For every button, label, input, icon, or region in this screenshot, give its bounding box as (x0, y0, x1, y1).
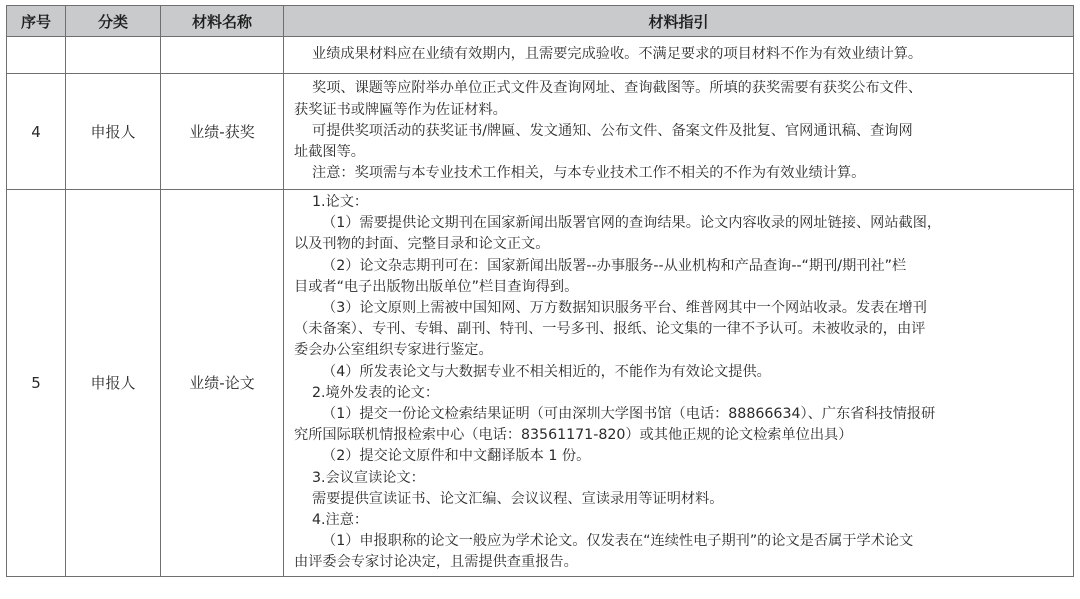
guide-line: 4.注意： (312, 512, 369, 529)
guide-line: 注意：奖项需与本专业技术工作相关，与本专业技术工作不相关的不作为有效业绩计算。 (312, 165, 866, 182)
cell-guide (284, 74, 1074, 190)
cell-guide (284, 37, 1074, 74)
cell-name: 业绩-获奖 (161, 74, 284, 190)
header-name: 材料名称 (161, 6, 284, 37)
guide-line: （2）提交论文原件和中文翻译版本 1 份。 (322, 448, 591, 465)
cell-name (161, 37, 284, 74)
guide-line: （1）需要提供论文期刊在国家新闻出版署官网的查询结果。论文内容收录的网址链接、网站截图， (322, 215, 942, 232)
guide-line: （3）论文原则上需被中国知网、万方数据知识服务平台、维普网其中一个网站收录。发表在增刊 (322, 300, 927, 317)
guide-line: （未备案）、专刊、专辑、副刊、特刊、一号多刊、报纸、论文集的一律不予认可。未被收录的，由评 (294, 321, 926, 338)
cell-guide (284, 190, 1074, 577)
table-row (7, 37, 1074, 74)
cell-category: 申报人 (66, 190, 161, 577)
guide-line: 需要提供宣读证书、论文汇编、会议议程、宣读录用等证明材料。 (312, 490, 724, 507)
header-category: 分类 (66, 6, 161, 37)
guide-line: 以及刊物的封面、完整目录和论文正文。 (294, 236, 550, 253)
header-no: 序号 (7, 6, 66, 37)
cell-category (66, 37, 161, 74)
guide-line: 址截图等。 (294, 144, 365, 161)
guide-line: （2）论文杂志期刊可在：国家新闻出版署--办事服务--从业机构和产品查询--“期刊/期刊社”栏 (322, 257, 907, 274)
guide-line: （4）所发表论文与大数据专业不相关相近的，不能作为有效论文提供。 (322, 363, 771, 380)
table-row (7, 74, 1074, 190)
cell-name: 业绩-论文 (161, 190, 284, 577)
guide-line: 目或者“电子出版物出版单位”栏目查询得到。 (294, 278, 579, 295)
guide-line: 1.论文： (312, 194, 369, 210)
cell-no: 4 (7, 74, 66, 190)
guide-line: 委会办公室组织专家进行鉴定。 (294, 342, 493, 359)
materials-table (6, 5, 1074, 577)
header-row (7, 6, 1074, 37)
guide-line: 奖项、课题等应附举办单位正式文件及查询网址、查询截图等。所填的获奖需要有获奖公布文件、 (312, 80, 923, 97)
table-row (7, 190, 1074, 577)
cell-no: 5 (7, 190, 66, 577)
cell-no (7, 37, 66, 74)
cell-category: 申报人 (66, 74, 161, 190)
header-guide: 材料指引 (284, 6, 1074, 37)
guide-line: 可提供奖项活动的获奖证书/牌匾、发文通知、公布文件、备案文件及批复、官网通讯稿、查询网 (312, 122, 913, 139)
guide-line: 由评委会专家讨论决定，且需提供查重报告。 (294, 554, 578, 571)
guide-line: （1）申报职称的论文一般应为学术论文。仅发表在“连续性电子期刊”的论文是否属于学术论文 (322, 533, 914, 550)
guide-line: （1）提交一份论文检索结果证明（可由深圳大学图书馆（电话：88866634）、广东省科技情报研 (322, 406, 936, 423)
guide-line: 获奖证书或牌匾等作为佐证材料。 (294, 101, 507, 118)
guide-line: 2.境外发表的论文： (312, 384, 440, 401)
guide-line: 究所国际联机情报检索中心（电话：83561171-820）或其他正规的论文检索单位出具） (294, 427, 853, 444)
guide-line: 3.会议宣读论文： (312, 469, 425, 486)
guide-line: 业绩成果材料应在业绩有效期内，且需要完成验收。不满足要求的项目材料不作为有效业绩计算。 (312, 46, 923, 63)
